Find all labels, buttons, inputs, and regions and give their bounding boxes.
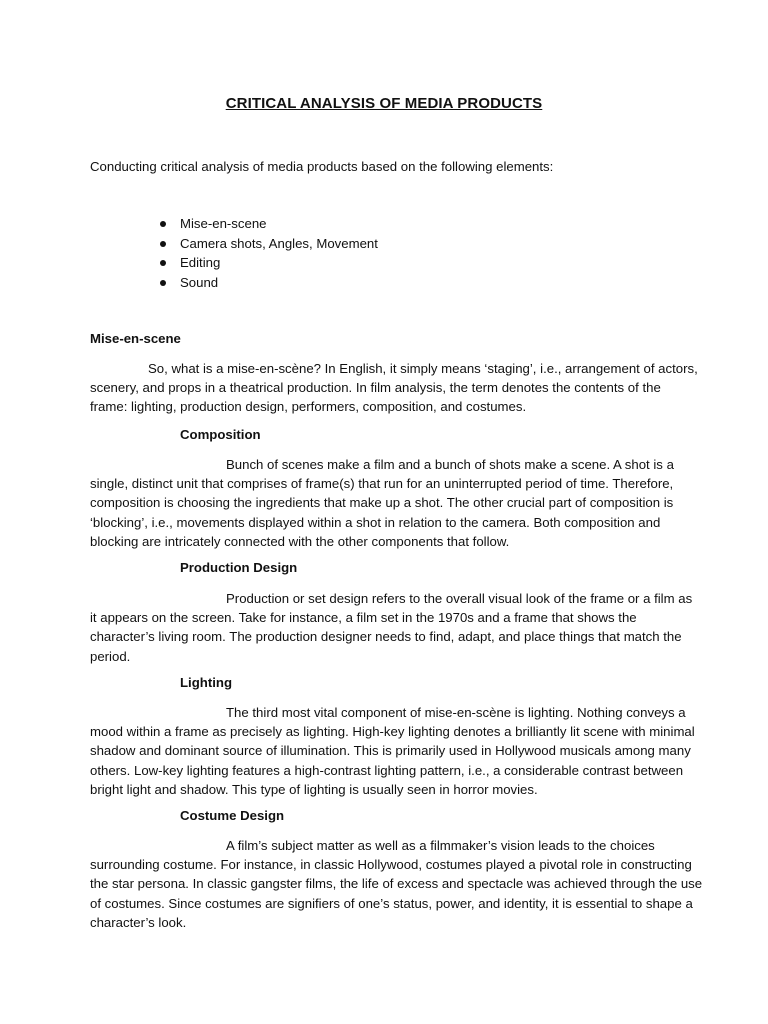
paragraph-line: composition is choosing the ingredients that make up a shot. The other crucial part of composition is [90,495,674,511]
paragraph-line: So, what is a mise-en-scène? In English, it simply means ‘staging’, i.e., arrangement of actors, [148,361,698,376]
section-heading-costume-design: Costume Design [180,808,285,823]
bullet-icon [160,241,166,247]
bullet-icon [160,260,166,266]
paragraph-line: single, distinct unit that comprises of frame(s) that run for an uninterrupted period of time. Therefore, [90,476,674,492]
paragraph-lighting [90,703,695,799]
paragraph-line: Bunch of scenes make a film and a bunch of shots make a scene. A shot is a [226,457,674,472]
paragraph-line: Production or set design refers to the overall visual look of the frame or a film as [226,591,693,606]
paragraph-line: The third most vital component of mise-en-scène is lighting. Nothing conveys a [226,705,686,720]
paragraph-line: mood within a frame as precisely as lighting. High-key lighting denotes a brilliantly lit scene with minimal [90,724,695,740]
paragraph-line: bright light and shadow. This type of lighting is usually seen in horror movies. [90,781,538,797]
paragraph-line: of costumes. Since costumes are signifiers of one’s status, power, and identity, it is essential to shape a [90,895,693,911]
paragraph-line: blocking are intricately connected with the other components that follow. [90,533,510,549]
bullet-icon [160,221,166,227]
section-heading-composition: Composition [180,427,261,442]
paragraph-line: surrounding costume. For instance, in classic Hollywood, costumes played a pivotal role in constructing [90,857,692,873]
list-item: Sound [157,273,378,293]
paragraph-line: character’s look. [90,914,187,930]
intro-text: Conducting critical analysis of media products based on the following elements: [90,159,554,174]
paragraph-line: character’s living room. The production designer needs to find, adapt, and place things that match the [90,629,682,645]
section-heading-lighting: Lighting [180,675,232,690]
paragraph-line: the star persona. In classic gangster films, the life of excess and spectacle was achieved through the use [90,876,703,892]
paragraph-costume-design [90,836,703,932]
paragraph-mise-en-scene [90,359,698,417]
section-heading-mise-en-scene: Mise-en-scene [90,331,181,346]
document-title: CRITICAL ANALYSIS OF MEDIA PRODUCTS [225,95,543,112]
paragraph-line: period. [90,648,131,664]
bullet-icon [160,280,166,286]
section-heading-production-design: Production Design [180,560,298,575]
paragraph-line: scenery, and props in a theatrical production. In film analysis, the term denotes the contents of the [90,380,661,396]
paragraph-line: frame: lighting, production design, performers, composition, and costumes. [90,399,527,415]
paragraph-production-design [90,589,693,666]
paragraph-line: others. Low-key lighting features a high-contrast lighting pattern, i.e., a considerable contrast between [90,762,684,778]
list-item: Mise-en-scene [157,214,378,234]
paragraph-composition [90,455,678,551]
paragraph-line: it appears on the screen. Take for instance, a film set in the 1970s and a frame that shows the [90,610,637,626]
elements-list [157,214,378,292]
paragraph-line: ‘blocking’, i.e., movements displayed within a shot in relation to the camera. Both composition and [90,514,661,530]
list-item: Camera shots, Angles, Movement [157,234,378,254]
paragraph-line: shadow and dominant source of illumination. This is primarily used in Hollywood musicals among many [90,743,691,759]
list-item: Editing [157,253,378,273]
paragraph-line: A film’s subject matter as well as a filmmaker’s vision leads to the choices [226,838,655,853]
